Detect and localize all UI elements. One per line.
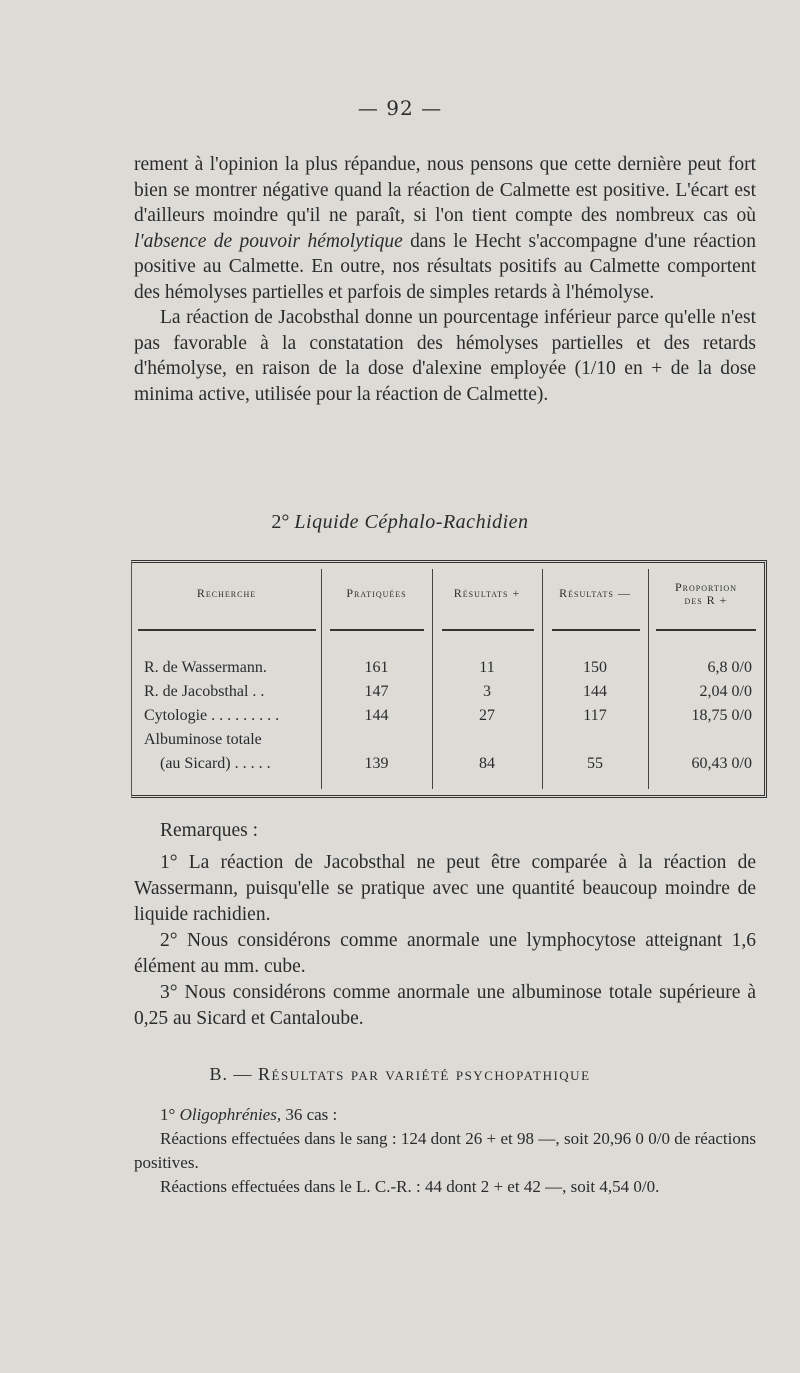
cell-name: Albuminose totale xyxy=(144,731,262,748)
cell-pratiquees: 139 xyxy=(364,755,389,772)
cell-plus: 11 xyxy=(479,659,495,676)
oligo-heading-rest: 36 cas : xyxy=(281,1105,338,1124)
section-b-prefix: B. — xyxy=(209,1064,253,1084)
remark-item: 2° Nous considérons comme anormale une lymphocytose atteignant 1,6 élément au mm. cube. xyxy=(134,930,756,977)
remarks-title: Remarques : xyxy=(160,820,259,841)
cell-name: Cytologie . . . . . . . . . xyxy=(144,707,280,724)
remarks-list xyxy=(134,850,756,1032)
paragraph-1-part-a: rement à l'opinion la plus répandue, nous pensons que cette dernière peut fort bien se montrer négative quand la réaction de Calmette est positive. L'écart est d'ailleurs moindre qu'il ne paraît, si l'on tient compte des nombreux cas où xyxy=(134,154,756,226)
cell-name: R. de Jacobsthal . . xyxy=(144,683,265,700)
cell-pratiquees: 147 xyxy=(364,683,389,700)
header-proportion xyxy=(648,581,764,607)
section-heading-b xyxy=(0,1064,800,1085)
cell-pratiquees: 144 xyxy=(364,707,389,724)
subheading-title: Liquide Céphalo-Rachidien xyxy=(294,511,529,533)
cell-proportion: 2,04 0/0 xyxy=(699,683,752,700)
cell-name: R. de Wassermann. xyxy=(144,659,267,676)
header-rule xyxy=(552,629,640,631)
header-rule xyxy=(138,629,316,631)
header-resultats-minus: Résultats — xyxy=(559,586,631,600)
header-recherche: Recherche xyxy=(196,586,257,600)
body-text xyxy=(134,152,756,407)
table-row xyxy=(132,731,764,753)
header-pratiquees: Pratiquées xyxy=(346,586,407,600)
oligophrenies-heading xyxy=(134,1103,756,1127)
oligo-line: Réactions effectuées dans le sang : 124 dont 26 + et 98 —, soit 20,96 0 0/0 de réactions positives. xyxy=(134,1129,756,1172)
cell-plus: 3 xyxy=(483,683,491,700)
subheading-number: 2° xyxy=(271,511,290,533)
header-rule xyxy=(656,629,756,631)
paragraph-1-italic: l'absence de pouvoir hémolytique xyxy=(134,230,403,252)
cell-name: (au Sicard) . . . . . xyxy=(160,755,271,772)
oligophrenies-section xyxy=(134,1103,756,1199)
cell-minus: 144 xyxy=(583,683,607,700)
cell-proportion: 60,43 0/0 xyxy=(691,755,752,772)
header-proportion-line2: des R + xyxy=(684,593,728,607)
oligo-line: Réactions effectuées dans le L. C.-R. : 44 dont 2 + et 42 —, soit 4,54 0/0. xyxy=(160,1177,660,1196)
paragraph-2: La réaction de Jacobsthal donne un pourcentage inférieur parce qu'elle n'est pas favorable à la constatation des hémolyses partielles et des retards d'hémolyse, en raison de la dose d'alexine employée (1/10 en + de la dose minima active, utilisée pour la réaction de Calmette). xyxy=(134,307,756,405)
header-rule xyxy=(442,629,534,631)
header-rule xyxy=(330,629,424,631)
cell-minus: 150 xyxy=(583,659,607,676)
table-row xyxy=(132,683,764,705)
paragraph-1-part-b: dans le Hecht s'accompagne d'une réaction positive au Calmette. En outre, nos résultats positifs au Calmette comportent des hémolyses partielles et parfois de simples retards à l'hémolyse. xyxy=(134,230,756,303)
cell-proportion: 18,75 0/0 xyxy=(691,707,752,724)
oligo-heading-italic: Oligophrénies, xyxy=(179,1105,282,1124)
cell-proportion: 6,8 0/0 xyxy=(707,659,752,676)
oligo-heading-num: 1° xyxy=(160,1105,176,1124)
table-row xyxy=(132,659,764,681)
remark-item: 1° La réaction de Jacobsthal ne peut être comparée à la réaction de Wassermann, puisqu'elle se pratique avec une quantité beaucoup moindre de liquide rachidien. xyxy=(134,852,756,925)
section-b-title: Résultats par variété psychopathique xyxy=(258,1064,591,1084)
table-row xyxy=(132,707,764,729)
page-number: — 92 — xyxy=(357,96,443,120)
subheading xyxy=(0,511,800,534)
cell-plus: 27 xyxy=(479,707,495,724)
paragraph-1 xyxy=(134,152,756,305)
cell-plus: 84 xyxy=(479,755,495,772)
remark-item: 3° Nous considérons comme anormale une albuminose totale supérieure à 0,25 au Sicard et Cantaloube. xyxy=(134,982,756,1029)
cell-minus: 55 xyxy=(587,755,603,772)
header-proportion-line1: Proportion xyxy=(675,580,737,594)
table-row xyxy=(132,755,764,777)
cell-minus: 117 xyxy=(583,707,607,724)
results-table xyxy=(131,560,767,798)
cell-pratiquees: 161 xyxy=(364,659,389,676)
header-resultats-plus: Résultats + xyxy=(453,586,521,600)
